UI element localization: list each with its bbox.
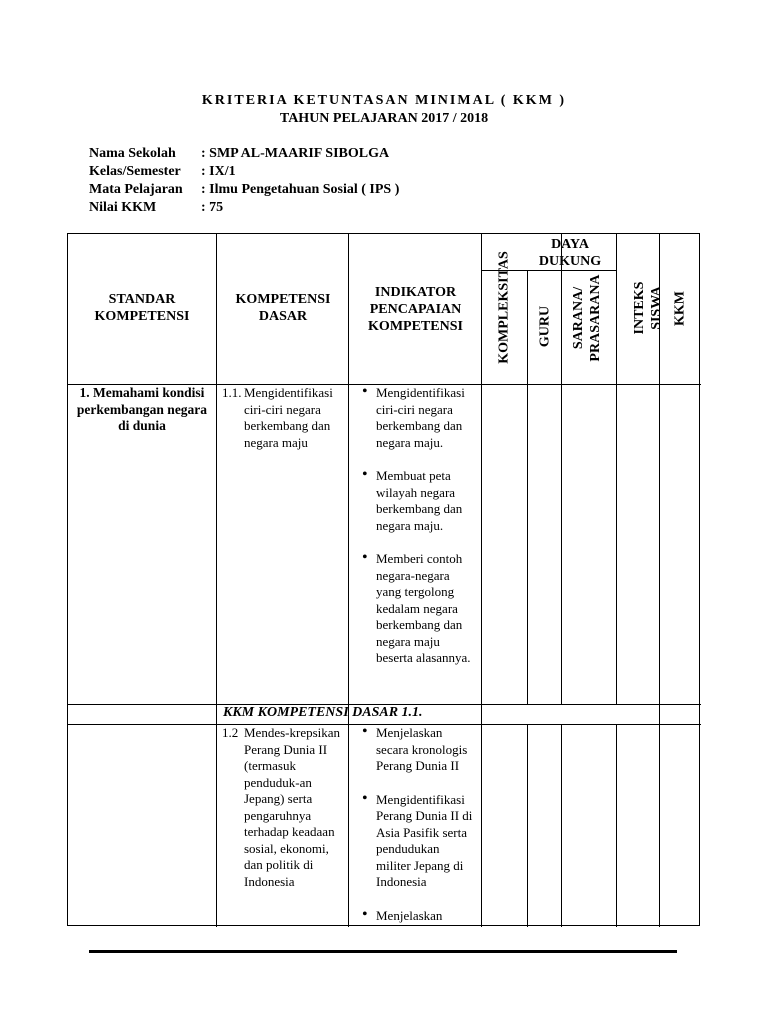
standar-kompetensi: 1. Memahami kondisi perkembangan negara di dunia bbox=[76, 385, 208, 433]
page-bottom-rule bbox=[89, 950, 677, 953]
header-kompleksitas: KOMPLEKSITAS bbox=[496, 251, 512, 364]
col-divider bbox=[527, 724, 528, 927]
info-value: : SMP AL-MAARIF SIBOLGA bbox=[201, 146, 390, 161]
info-row-subject bbox=[89, 182, 399, 198]
kkm-table bbox=[67, 233, 700, 926]
col-divider bbox=[561, 234, 562, 704]
info-row-kkm bbox=[89, 200, 223, 216]
header-prasarana: PRASARANA bbox=[588, 274, 603, 362]
col-divider bbox=[616, 724, 617, 927]
header-kkm: KKM bbox=[672, 291, 688, 326]
header-daya-dukung: DAYA DUKUNG bbox=[538, 237, 602, 269]
kompetensi-dasar-1-1 bbox=[222, 385, 346, 451]
info-value: : Ilmu Pengetahuan Sosial ( IPS ) bbox=[201, 182, 400, 197]
kkm-kompetensi-dasar-label: KKM KOMPETENSI DASAR 1.1. bbox=[223, 705, 423, 720]
col-divider bbox=[216, 234, 217, 927]
col-divider bbox=[561, 724, 562, 927]
info-row-class bbox=[89, 164, 236, 180]
header-siswa: SISWA bbox=[649, 286, 664, 330]
header-inteks: INTEKS bbox=[632, 281, 647, 335]
page-title: KRITERIA KETUNTASAN MINIMAL ( KKM ) bbox=[201, 93, 567, 108]
indicator-item: • Menjelaskan bbox=[362, 908, 476, 925]
indicator-item: • Membuat peta wilayah negara berkembang dan negara maju. bbox=[362, 468, 476, 534]
header-guru: GURU bbox=[537, 305, 553, 348]
header-indikator: INDIKATOR PENCAPAIAN KOMPETENSI bbox=[368, 285, 463, 334]
info-label: Mata Pelajaran bbox=[89, 182, 183, 197]
indicator-item: • Mengidentifikasi Perang Dunia II di Asia Pasifik serta pendudukan militer Jepang di Indonesia bbox=[362, 792, 476, 891]
indicator-item: • Memberi contoh negara-negara yang tergolong kedalam negara berkembang dan negara maju beserta alasannya. bbox=[362, 551, 476, 667]
indikator-list-1-2 bbox=[362, 725, 476, 941]
indicator-item: • Mengidentifikasi ciri-ciri negara berkembang dan negara maju. bbox=[362, 385, 476, 451]
info-label: Nilai KKM bbox=[89, 200, 157, 215]
info-label: Kelas/Semester bbox=[89, 164, 181, 179]
kd-text: Mendes-krepsikan Perang Dunia II (termasuk penduduk-an Jepang) serta pengaruhnya terhadap keadaan sosial, ekonomi, dan politik di Indonesia bbox=[244, 725, 341, 889]
kompetensi-dasar-1-2 bbox=[222, 725, 346, 890]
col-divider bbox=[481, 234, 482, 927]
col-divider bbox=[348, 234, 349, 927]
info-label: Nama Sekolah bbox=[89, 146, 176, 161]
header-sarana-prasarana bbox=[570, 268, 604, 368]
indikator-list-1-1 bbox=[362, 385, 476, 684]
col-divider bbox=[616, 234, 617, 704]
kd-text: Mengidentifikasi ciri-ciri negara berkembang dan negara maju bbox=[244, 385, 333, 450]
page-subtitle: TAHUN PELAJARAN 2017 / 2018 bbox=[279, 111, 489, 126]
info-value: : 75 bbox=[201, 200, 224, 215]
col-divider bbox=[527, 270, 528, 704]
header-kompetensi: KOMPETENSI DASAR bbox=[235, 292, 331, 324]
header-sarana: SARANA/ bbox=[571, 286, 586, 350]
info-row-school bbox=[89, 146, 389, 162]
info-value: : IX/1 bbox=[201, 164, 236, 179]
kd-number: 1.1. bbox=[222, 385, 242, 400]
indicator-item: • Menjelaskan secara kronologis Perang Dunia II bbox=[362, 725, 476, 775]
header-standar: STANDAR KOMPETENSI bbox=[94, 292, 190, 324]
kd-number: 1.2 bbox=[222, 725, 239, 740]
header-inteks-siswa bbox=[631, 263, 665, 353]
